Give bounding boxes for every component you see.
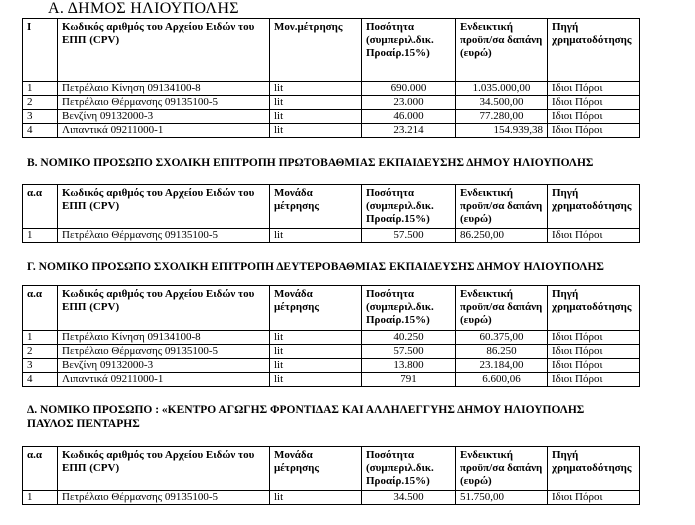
table-row xyxy=(23,110,640,124)
table-row xyxy=(23,359,640,373)
table-row xyxy=(23,124,640,138)
header-qty: Ποσότητα (συμπεριλ.δικ. Προαίρ.15%) xyxy=(362,19,456,82)
table-header-row xyxy=(23,185,640,229)
cell-source: Ιδιοι Πόροι xyxy=(548,110,640,124)
header-unit: Μον.μέτρησης xyxy=(270,19,362,82)
table-row xyxy=(23,345,640,359)
section-heading-d-line2: ΠΑΥΛΟΣ ΠΕΝΤΑΡΗΣ xyxy=(27,418,140,430)
cell-cost: 23.184,00 xyxy=(456,359,548,373)
header-source: Πηγή χρηματοδότησης xyxy=(548,286,640,331)
header-code: Κωδικός αριθμός του Αρχείου Ειδών του ΕΠΠ (CPV) xyxy=(58,19,270,82)
cell-code: Πετρέλαιο Θέρμανσης 09135100-5 xyxy=(58,229,270,243)
header-aa: α.α xyxy=(23,447,58,491)
header-aa: α.α xyxy=(23,286,58,331)
header-qty: Ποσότητα (συμπεριλ.δικ. Προαίρ.15%) xyxy=(362,286,456,331)
section-heading-c: Γ. ΝΟΜΙΚΟ ΠΡΟΣΩΠΟ ΣΧΟΛΙΚΗ ΕΠΙΤΡΟΠΗ ΔΕΥΤΕΡΟΒΑΘΜΙΑΣ ΕΚΠΑΙΔΕΥΣΗΣ ΔΗΜΟΥ ΗΛΙΟΥΠΟΛΗΣ xyxy=(27,261,604,273)
cell-aa: 3 xyxy=(23,110,58,124)
table-row xyxy=(23,229,640,243)
cell-unit: lit xyxy=(270,110,362,124)
cell-qty: 791 xyxy=(362,373,456,387)
cell-aa: 3 xyxy=(23,359,58,373)
table-header-row xyxy=(23,447,640,491)
header-code: Κωδικός αριθμός του Αρχείου Ειδών του ΕΠΠ (CPV) xyxy=(58,185,270,229)
cell-code: Πετρέλαιο Κίνηση 09134100-8 xyxy=(58,82,270,96)
cell-unit: lit xyxy=(270,82,362,96)
header-source: Πηγή χρηματοδότησης xyxy=(548,185,640,229)
header-unit: Μονάδα μέτρησης xyxy=(270,185,362,229)
cell-qty: 57.500 xyxy=(362,345,456,359)
header-cost: Ενδεικτική προϋπ/σα δαπάνη (ευρώ) xyxy=(456,447,548,491)
cell-code: Λιπαντικά 09211000-1 xyxy=(58,373,270,387)
cell-aa: 4 xyxy=(23,373,58,387)
header-aa: α.α xyxy=(23,185,58,229)
cell-cost: 51.750,00 xyxy=(456,491,548,505)
cell-code: Βενζίνη 09132000-3 xyxy=(58,359,270,373)
cell-source: Ιδιοι Πόροι xyxy=(548,359,640,373)
cell-aa: 2 xyxy=(23,345,58,359)
section-heading-b: Β. ΝΟΜΙΚΟ ΠΡΟΣΩΠΟ ΣΧΟΛΙΚΗ ΕΠΙΤΡΟΠΗ ΠΡΩΤΟΒΑΘΜΙΑΣ ΕΚΠΑΙΔΕΥΣΗΣ ΔΗΜΟΥ ΗΛΙΟΥΠΟΛΗΣ xyxy=(27,157,594,169)
cell-aa: 1 xyxy=(23,331,58,345)
cell-source: Ιδιοι Πόροι xyxy=(548,345,640,359)
header-cost: Ενδεικτική προϋπ/σα δαπάνη (ευρώ) xyxy=(456,185,548,229)
header-cost: Ενδεικτική προϋπ/σα δαπάνη (ευρώ) xyxy=(456,19,548,82)
cell-qty: 690.000 xyxy=(362,82,456,96)
cell-source: Ιδιοι Πόροι xyxy=(548,229,640,243)
cell-cost: 86.250 xyxy=(456,345,548,359)
header-qty: Ποσότητα (συμπεριλ.δικ. Προαίρ.15%) xyxy=(362,185,456,229)
table-a xyxy=(22,18,640,138)
cell-unit: lit xyxy=(270,331,362,345)
cell-qty: 23.214 xyxy=(362,124,456,138)
cell-code: Πετρέλαιο Θέρμανσης 09135100-5 xyxy=(58,345,270,359)
cell-source: Ιδιοι Πόροι xyxy=(548,82,640,96)
table-row xyxy=(23,82,640,96)
cell-cost: 6.600,06 xyxy=(456,373,548,387)
cell-code: Πετρέλαιο Θέρμανσης 09135100-5 xyxy=(58,491,270,505)
table-row xyxy=(23,331,640,345)
cell-qty: 57.500 xyxy=(362,229,456,243)
table-header-row xyxy=(23,286,640,331)
cell-cost: 154.939,38 xyxy=(456,124,548,138)
document-title: Α. ΔΗΜΟΣ ΗΛΙΟΥΠΟΛΗΣ xyxy=(48,0,239,17)
cell-unit: lit xyxy=(270,96,362,110)
table-row xyxy=(23,96,640,110)
cell-unit: lit xyxy=(270,491,362,505)
cell-qty: 40.250 xyxy=(362,331,456,345)
cell-qty: 13.800 xyxy=(362,359,456,373)
cell-unit: lit xyxy=(270,229,362,243)
cell-cost: 1.035.000,00 xyxy=(456,82,548,96)
table-c xyxy=(22,285,640,387)
header-source: Πηγή χρηματοδότησης xyxy=(548,19,640,82)
cell-cost: 86.250,00 xyxy=(456,229,548,243)
header-code: Κωδικός αριθμός του Αρχείου Ειδών του ΕΠΠ (CPV) xyxy=(58,447,270,491)
cell-cost: 34.500,00 xyxy=(456,96,548,110)
table-d xyxy=(22,446,640,505)
cell-source: Ιδιοι Πόροι xyxy=(548,124,640,138)
cell-unit: lit xyxy=(270,124,362,138)
cell-cost: 60.375,00 xyxy=(456,331,548,345)
cell-cost: 77.280,00 xyxy=(456,110,548,124)
header-source: Πηγή χρηματοδότησης xyxy=(548,447,640,491)
cell-code: Πετρέλαιο Θέρμανσης 09135100-5 xyxy=(58,96,270,110)
table-b xyxy=(22,184,640,243)
cell-unit: lit xyxy=(270,345,362,359)
cell-source: Ιδιοι Πόροι xyxy=(548,96,640,110)
cell-aa: 4 xyxy=(23,124,58,138)
cell-code: Λιπαντικά 09211000-1 xyxy=(58,124,270,138)
table-row xyxy=(23,373,640,387)
section-heading-d: Δ. ΝΟΜΙΚΟ ΠΡΟΣΩΠΟ : «ΚΕΝΤΡΟ ΑΓΩΓΗΣ ΦΡΟΝΤΙΔΑΣ ΚΑΙ ΑΛΛΗΛΕΓΓΥΗΣ ΔΗΜΟΥ ΗΛΙΟΥΠΟΛΗΣ xyxy=(27,404,585,416)
cell-source: Ιδιοι Πόροι xyxy=(548,373,640,387)
cell-qty: 23.000 xyxy=(362,96,456,110)
cell-aa: 1 xyxy=(23,82,58,96)
cell-aa: 1 xyxy=(23,491,58,505)
header-unit: Μονάδα μέτρησης xyxy=(270,447,362,491)
cell-aa: 2 xyxy=(23,96,58,110)
cell-unit: lit xyxy=(270,373,362,387)
cell-source: Ιδιοι Πόροι xyxy=(548,491,640,505)
header-cost: Ενδεικτική προϋπ/σα δαπάνη (ευρώ) xyxy=(456,286,548,331)
header-code: Κωδικός αριθμός του Αρχείου Ειδών του ΕΠΠ (CPV) xyxy=(58,286,270,331)
cell-code: Πετρέλαιο Κίνηση 09134100-8 xyxy=(58,331,270,345)
cell-source: Ιδιοι Πόροι xyxy=(548,331,640,345)
table-header-row xyxy=(23,19,640,82)
header-qty: Ποσότητα (συμπεριλ.δικ. Προαίρ.15%) xyxy=(362,447,456,491)
cell-qty: 46.000 xyxy=(362,110,456,124)
header-unit: Μονάδα μέτρησης xyxy=(270,286,362,331)
header-aa: Ι xyxy=(23,19,58,82)
cell-unit: lit xyxy=(270,359,362,373)
cell-qty: 34.500 xyxy=(362,491,456,505)
cell-aa: 1 xyxy=(23,229,58,243)
table-row xyxy=(23,491,640,505)
cell-code: Βενζίνη 09132000-3 xyxy=(58,110,270,124)
